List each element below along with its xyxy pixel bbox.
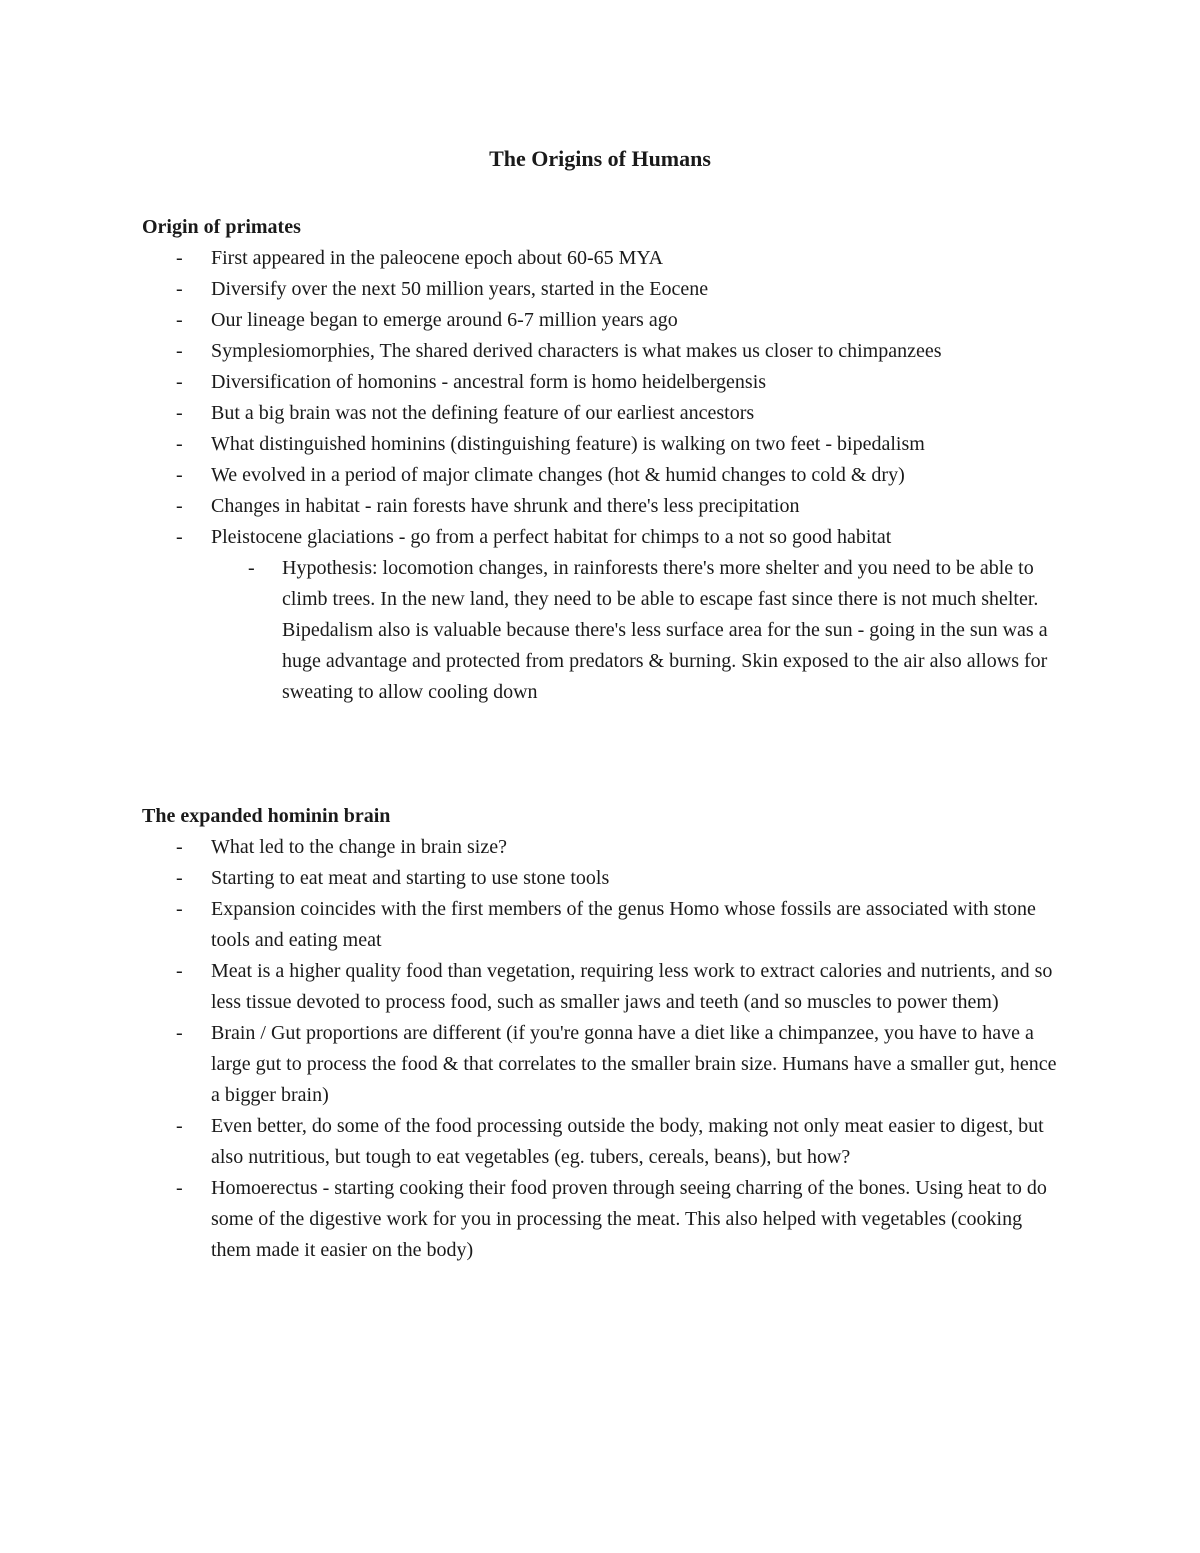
list-item-text: Symplesiomorphies, The shared derived characters is what makes us closer to chimpanzees <box>211 340 942 362</box>
list-item <box>142 863 1062 894</box>
list-item-text: But a big brain was not the defining feature of our earliest ancestors <box>211 402 755 424</box>
bullet-dash: - <box>176 898 183 920</box>
page-title: The Origins of Humans <box>489 146 711 171</box>
list-item <box>142 832 1062 863</box>
bullet-dash: - <box>176 960 183 982</box>
bullet-dash: - <box>176 309 183 331</box>
list-item <box>142 522 1062 708</box>
section-heading: The expanded hominin brain <box>142 805 391 827</box>
list-item-text: Expansion coincides with the first members of the genus Homo whose fossils are associated with stone tools and eating meat <box>211 898 1036 951</box>
list-item <box>142 243 1062 274</box>
bullet-dash: - <box>176 1115 183 1137</box>
list-item <box>142 336 1062 367</box>
list-item-text: First appeared in the paleocene epoch about 60-65 MYA <box>211 247 664 269</box>
list-item <box>142 491 1062 522</box>
bullet-dash: - <box>176 371 183 393</box>
bullet-dash: - <box>176 247 183 269</box>
list-item-text: Changes in habitat - rain forests have shrunk and there's less precipitation <box>211 495 800 517</box>
list-item-text: Even better, do some of the food processing outside the body, making not only meat easier to digest, but also nutritious, but tough to eat vegetables (eg. tubers, cereals, beans), but how? <box>211 1115 1044 1168</box>
bullet-list <box>142 832 1062 1266</box>
bullet-dash: - <box>176 495 183 517</box>
bullet-list <box>142 243 1062 708</box>
list-item <box>142 460 1062 491</box>
list-item-text: Starting to eat meat and starting to use stone tools <box>211 867 610 889</box>
list-item <box>142 956 1062 1018</box>
bullet-dash: - <box>176 1177 183 1199</box>
list-item <box>142 1111 1062 1173</box>
section-heading: Origin of primates <box>142 216 301 238</box>
list-item <box>142 1018 1062 1111</box>
list-item-text: Hypothesis: locomotion changes, in rainforests there's more shelter and you need to be able to climb trees. In the new land, they need to be able to escape fast since there is not much shelter. Bipedalism also is valuable because there's less surface area for the sun - going in the sun was a huge advantage and protected from predators & burning. Skin exposed to the air also allows for sweating to allow cooling down <box>282 557 1048 703</box>
bullet-dash: - <box>176 278 183 300</box>
list-item <box>142 398 1062 429</box>
list-item-text: Diversify over the next 50 million years, started in the Eocene <box>211 278 709 300</box>
list-item <box>142 305 1062 336</box>
list-item-text: Homoerectus - starting cooking their food proven through seeing charring of the bones. Using heat to do some of the digestive work for you in processing the meat. This also helped with vegetables (cooking them made it easier on the body) <box>211 1177 1047 1261</box>
bullet-dash: - <box>176 836 183 858</box>
nested-bullet-list <box>211 553 1062 708</box>
list-item-text: What distinguished hominins (distinguishing feature) is walking on two feet - bipedalism <box>211 433 925 455</box>
list-item <box>142 894 1062 956</box>
bullet-dash: - <box>176 526 183 548</box>
bullet-dash: - <box>176 464 183 486</box>
list-item-text: We evolved in a period of major climate changes (hot & humid changes to cold & dry) <box>211 464 905 486</box>
section-expanded-hominin-brain <box>142 801 1062 1266</box>
nested-list-item <box>142 553 1062 708</box>
list-item <box>142 429 1062 460</box>
list-item <box>142 1173 1062 1266</box>
bullet-dash: - <box>176 1022 183 1044</box>
bullet-dash: - <box>176 867 183 889</box>
bullet-dash: - <box>176 433 183 455</box>
section-origin-of-primates <box>142 212 1062 708</box>
list-item <box>142 367 1062 398</box>
list-item <box>142 274 1062 305</box>
list-item-text: Meat is a higher quality food than vegetation, requiring less work to extract calories and nutrients, and so less tissue devoted to process food, such as smaller jaws and teeth (and so muscles to power them) <box>211 960 1053 1013</box>
list-item-text: What led to the change in brain size? <box>211 836 507 858</box>
bullet-dash: - <box>176 340 183 362</box>
list-item-text: Diversification of homonins - ancestral form is homo heidelbergensis <box>211 371 767 393</box>
list-item-text: Our lineage began to emerge around 6-7 million years ago <box>211 309 678 331</box>
bullet-dash: - <box>248 557 255 579</box>
list-item-text: Brain / Gut proportions are different (if you're gonna have a diet like a chimpanzee, you have to have a large gut to process the food & that correlates to the smaller brain size. Humans have a smaller gut, hence a bigger brain) <box>211 1022 1057 1106</box>
bullet-dash: - <box>176 402 183 424</box>
list-item-text: Pleistocene glaciations - go from a perfect habitat for chimps to a not so good habitat <box>211 526 892 548</box>
